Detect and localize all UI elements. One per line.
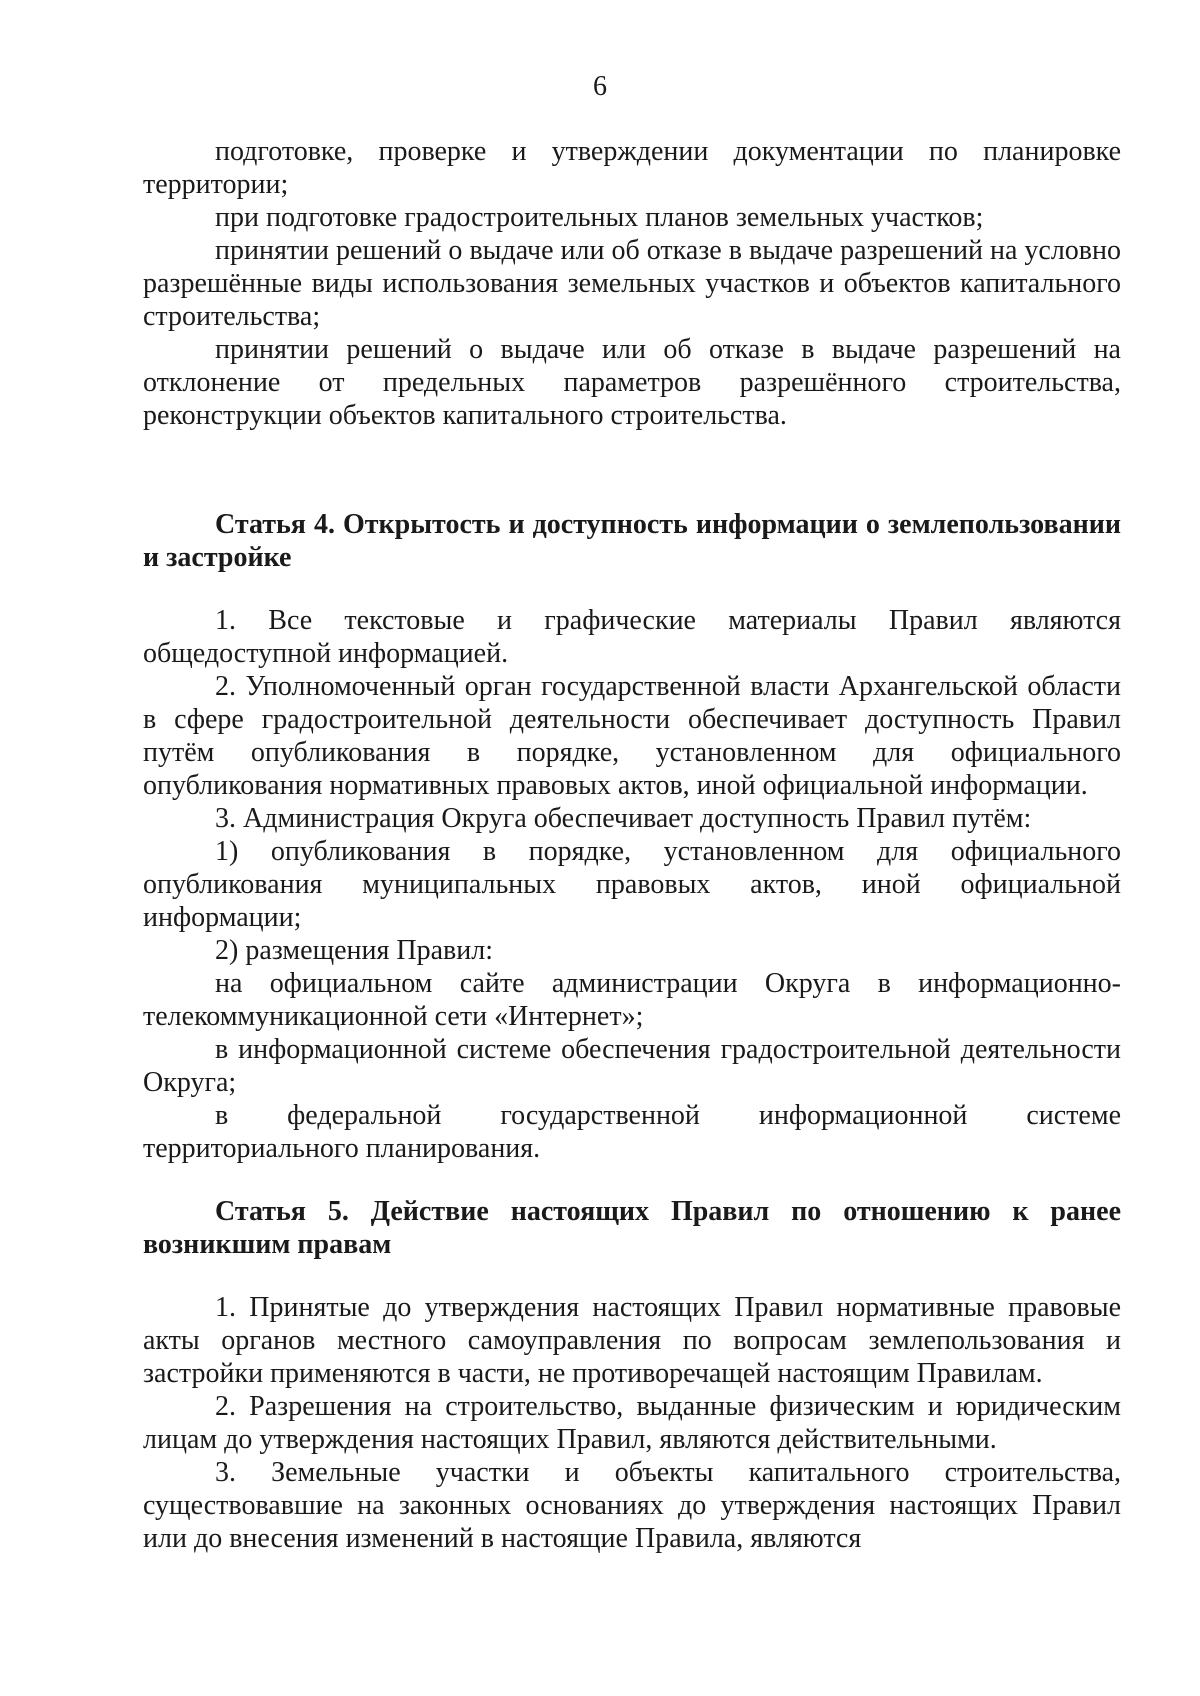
intro-paragraph-3: принятии решений о выдаче или об отказе в выдаче разрешений на условно разрешённые виды использования земельных участков и объектов капитального строительства; <box>143 235 1121 332</box>
article-5-heading: Статья 5. Действие настоящих Правил по отношению к ранее возникшим правам <box>143 1196 1121 1260</box>
article-4-paragraph-7: в информационной системе обеспечения градостроительной деятельности Округа; <box>143 1034 1121 1098</box>
article-4-heading: Статья 4. Открытость и доступность информации о землепользовании и застройке <box>143 509 1121 573</box>
article-4-paragraph-8: в федеральной государственной информационной системе территориального планирования. <box>143 1100 1121 1164</box>
intro-paragraph-2: при подготовке градостроительных планов земельных участков; <box>215 202 984 233</box>
document-body <box>143 135 1121 1555</box>
article-5-paragraph-2: 2. Разрешения на строительство, выданные физическим и юридическим лицам до утверждения настоящих Правил, являются действительными. <box>143 1391 1121 1455</box>
intro-paragraph-1: подготовке, проверке и утверждении документации по планировке территории; <box>143 136 1121 200</box>
article-4-paragraph-1: 1. Все текстовые и графические материалы Правил являются общедоступной информацией. <box>143 605 1121 669</box>
article-5-paragraph-1: 1. Принятые до утверждения настоящих Правил нормативные правовые акты органов местного самоуправления по вопросам землепользования и застройки применяются в части, не противоречащей настоящим Правилам. <box>143 1292 1121 1389</box>
article-4-paragraph-5: 2) размещения Правил: <box>215 935 494 966</box>
article-4-paragraph-4: 1) опубликования в порядке, установленном для официального опубликования муниципальных правовых актов, иной официальной информации; <box>143 836 1121 933</box>
page-number: 6 <box>593 71 607 102</box>
intro-paragraph-4: принятии решений о выдаче или об отказе в выдаче разрешений на отклонение от предельных параметров разрешённого строительства, реконструкции объектов капитального строительства. <box>143 334 1121 431</box>
article-4-paragraph-3: 3. Администрация Округа обеспечивает доступность Правил путём: <box>215 803 1032 834</box>
article-4-paragraph-6: на официальном сайте администрации Округа в информационно-телекоммуникационной сети «Интернет»; <box>143 968 1121 1032</box>
article-5-paragraph-3: 3. Земельные участки и объекты капитального строительства, существовавшие на законных основаниях до утверждения настоящих Правил или до внесения изменений в настоящие Правила, являются <box>143 1457 1121 1554</box>
article-4-paragraph-2: 2. Уполномоченный орган государственной власти Архангельской области в сфере градостроительной деятельности обеспечивает доступность Правил путём опубликования в порядке, установленном для официального опубликования нормативных правовых актов, иной официальной информации. <box>143 671 1121 801</box>
